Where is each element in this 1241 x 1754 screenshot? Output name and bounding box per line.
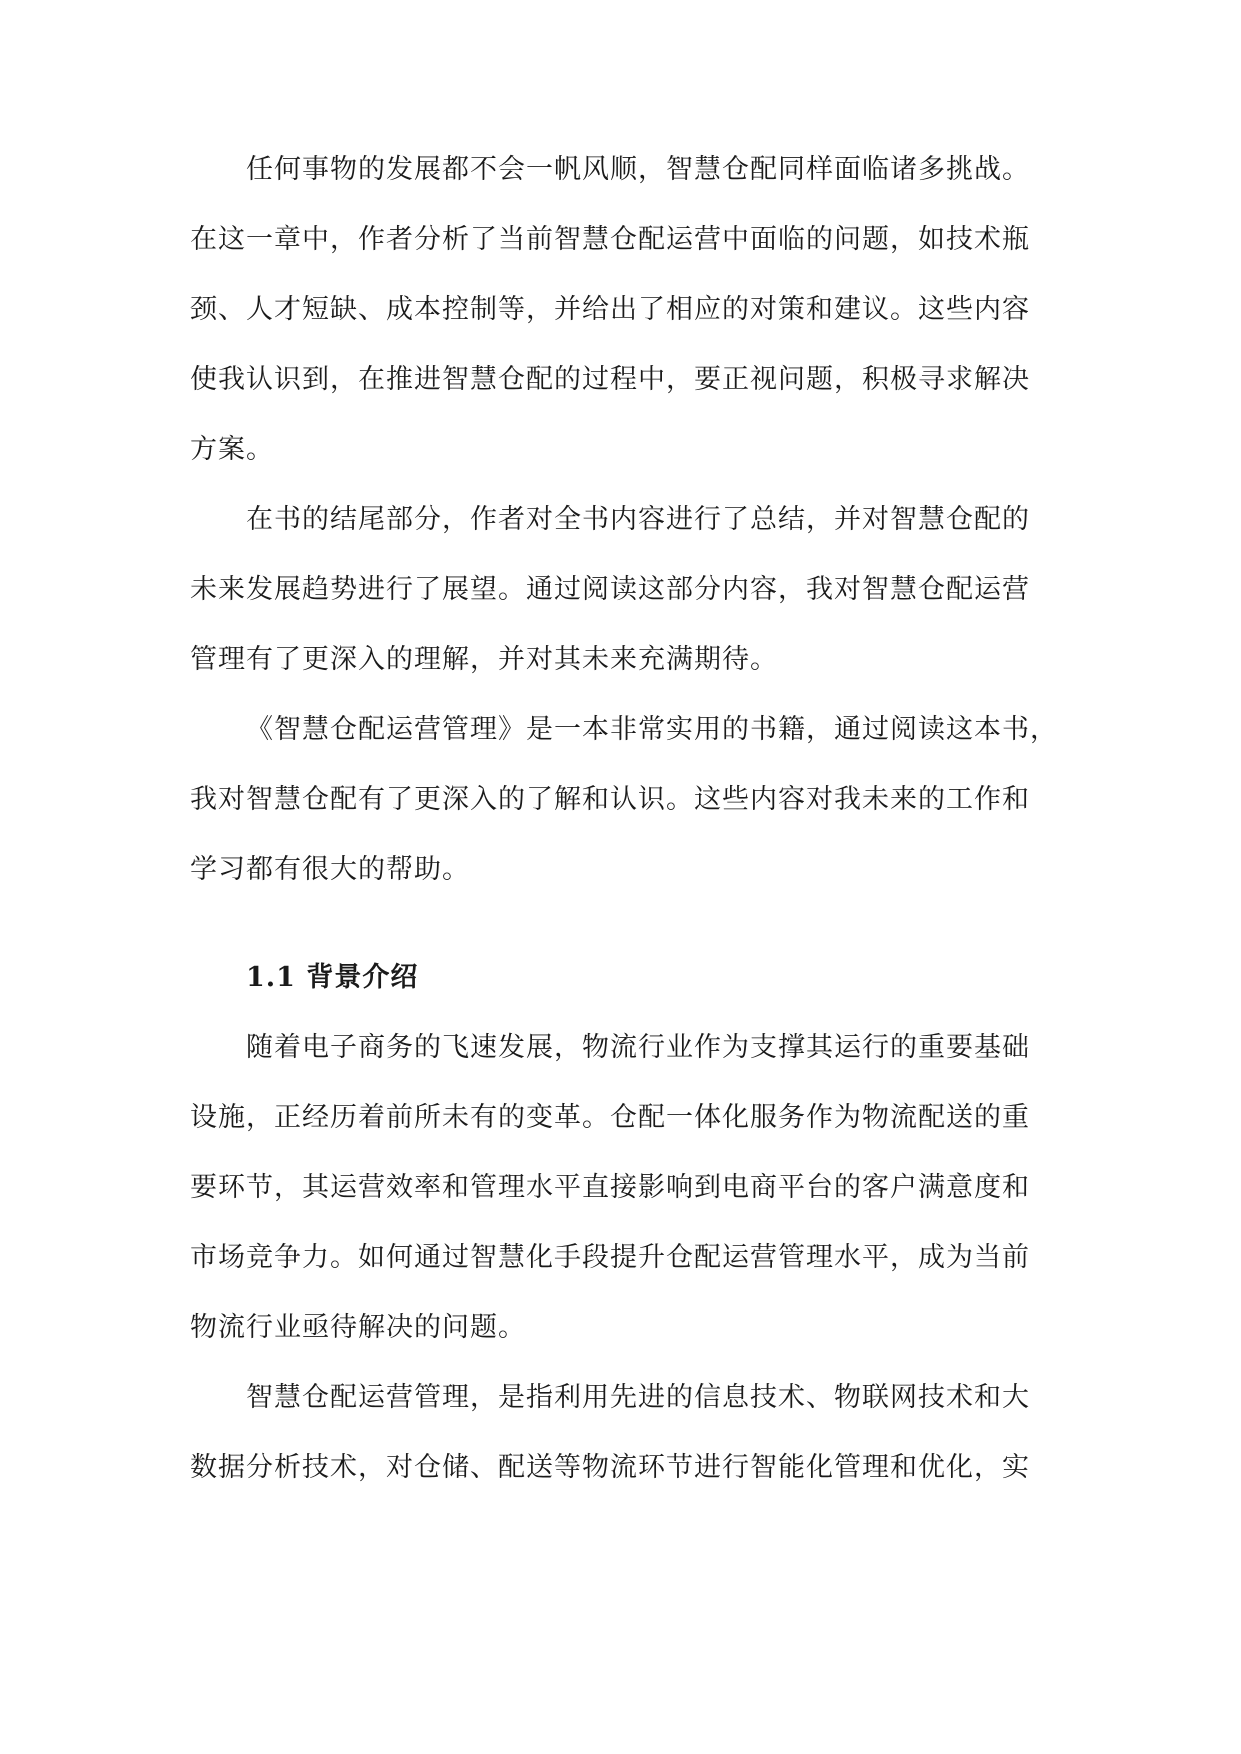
text-line: 在这一章中，作者分析了当前智慧仓配运营中面临的问题，如技术瓶 <box>190 224 1030 255</box>
text-line: 在书的结尾部分，作者对全书内容进行了总结，并对智慧仓配的 <box>246 504 1030 535</box>
text-line: 物流行业亟待解决的问题。 <box>190 1312 526 1343</box>
text-line: 我对智慧仓配有了更深入的了解和认识。这些内容对我未来的工作和 <box>190 784 1030 815</box>
text-line: 未来发展趋势进行了展望。通过阅读这部分内容，我对智慧仓配运营 <box>190 574 1030 605</box>
text-line: 设施，正经历着前所未有的变革。仓配一体化服务作为物流配送的重 <box>190 1102 1030 1133</box>
text-line: 学习都有很大的帮助。 <box>190 854 470 885</box>
text-line: 颈、人才短缺、成本控制等，并给出了相应的对策和建议。这些内容 <box>190 294 1030 325</box>
text-line: 使我认识到，在推进智慧仓配的过程中，要正视问题，积极寻求解决 <box>190 364 1030 395</box>
text-line: 《智慧仓配运营管理》是一本非常实用的书籍，通过阅读这本书， <box>246 714 1058 745</box>
section-heading: 1.1 背景介绍 <box>246 962 419 993</box>
text-line: 随着电子商务的飞速发展，物流行业作为支撑其运行的重要基础 <box>246 1032 1030 1063</box>
text-line: 市场竞争力。如何通过智慧化手段提升仓配运营管理水平，成为当前 <box>190 1242 1030 1273</box>
text-line: 方案。 <box>190 434 274 465</box>
text-line: 任何事物的发展都不会一帆风顺，智慧仓配同样面临诸多挑战。 <box>246 154 1030 185</box>
text-line: 数据分析技术，对仓储、配送等物流环节进行智能化管理和优化，实 <box>190 1452 1030 1483</box>
text-line: 管理有了更深入的理解，并对其未来充满期待。 <box>190 644 778 675</box>
text-line: 要环节，其运营效率和管理水平直接影响到电商平台的客户满意度和 <box>190 1172 1030 1203</box>
text-line: 智慧仓配运营管理，是指利用先进的信息技术、物联网技术和大 <box>246 1382 1030 1413</box>
